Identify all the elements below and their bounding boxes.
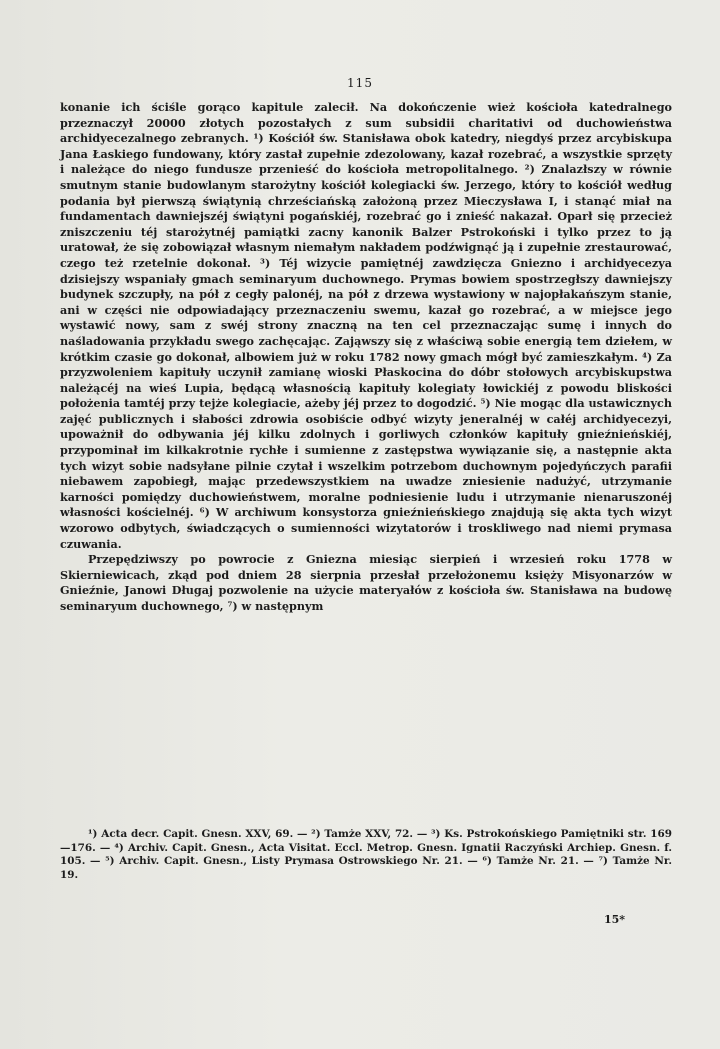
- footnote-text: ¹) Acta decr. Capit. Gnesn. XXV, 69. — ²) Tamże XXV, 72. — ³) Ks. Pstrokońskiego Pamiętniki str. 169—176. — ⁴) Archiv. Capit. Gnesn., Acta Visitat. Eccl. Metrop. Gnesn. Ignatii Raczyński Archiep. Gnesn. f. 105. — ⁵) Archiv. Capit. Gnesn., Listy Prymasa Ostrowskiego Nr. 21. — ⁶) Tamże Nr. 21. — ⁷) Tamże Nr. 19.: [60, 828, 672, 881]
- signature-mark: 15*: [604, 913, 626, 926]
- paragraph-2: Przepędziwszy po powrocie z Gniezna miesiąc sierpień i wrzesień roku 1778 w Skierniewicach, zkąd pod dniem 28 sierpnia przesłał przełożonemu księży Misyonarzów w Gnieźnie, Janowi Długaj pozwolenie na użycie materyałów z kościoła św. Stanisława na budowę seminaryum duchownego, ⁷) w następnym: [60, 552, 672, 613]
- footnotes: [60, 828, 672, 882]
- page-number: 115: [347, 76, 373, 90]
- main-text: [60, 100, 672, 615]
- paragraph-1: konanie ich ściśle gorąco kapitule zalecił. Na dokończenie wież kościoła katedralnego przeznaczył 20000 złotych pozostałych z sum subsidii charitativi od duchowieństwa archidyecezalnego zebranych. ¹) Kościół św. Stanisława obok katedry, niegdyś przez arcybiskupa Jana Łaskiego fundowany, który zastał zupełnie zdezolowany, kazał rozebrać, a wszystkie sprzęty i należące do niego fundusze przenieść do kościoła metropolitalnego. ²) Znalazłszy w równie smutnym stanie budowlanym starożytny kościół kolegiacki św. Jerzego, który to kościół według podania był pierwszą świątynią chrześciańską założoną przez Mieczysława I, i stanąć miał na fundamentach dawniejszéj świątyni pogańskiéj, rozebrać go i znieść nakazał. Oparł się przecież zniszczeniu téj starożytnéj pamiątki zacny kanonik Balzer Pstrokoński i tylko przez to ją uratował, że się zobowiązał własnym niemałym nakładem podźwignąć ją i zupełnie zrestaurować, czego też rzetelnie dokonał. ³) Téj wizycie pamiętnéj zawdzięcza Gniezno i archidyecezya dzisiejszy wspaniały gmach seminaryum duchownego. Prymas bowiem spostrzegłszy dawniejszy budynek szczupły, na pół z cegły palonéj, na pół z drzewa wystawiony w najopłakańszym stanie, ani w części nie odpowiadający przeznaczeniu swemu, kazał go rozebrać, a w miejsce jego wystawić nowy, sam z swéj strony znaczną na ten cel przeznaczając sumę i innych do naśladowania przykładu swego zachęcając. Zająwszy się z właściwą sobie energią tem dziełem, w krótkim czasie go dokonał, albowiem już w roku 1782 nowy gmach mógł być zamieszkałym. ⁴) Za przyzwoleniem kapituły uczynił zamianę wioski Płaskocina do dóbr stołowych arcybiskupstwa należącéj na wieś Lupia, będącą własnością kapituły kolegiaty łowickiéj z powodu bliskości położenia tamtéj przy tejże kolegiacie, ażeby jéj przez to dogodzić. ⁵) Nie mogąc dla ustawicznych zajęć publicznych i słabości zdrowia osobiście odbyć wizyty jeneralnéj w całéj archidyecezyi, upoważnił do odbywania jéj kilku zdolnych i gorliwych członków kapituły gnieźnieńskiéj, przypominał im kilkakrotnie rychłe i sumienne z zastępstwa wywiązanie się, a następnie akta tych wizyt sobie nadsyłane pilnie czytał i wszelkim potrzebom duchownym pojedyńczych parafii niebawem zapobiegł, mając przedewszystkiem na uwadze zniesienie nadużyć, utrzymanie karności pomiędzy duchowieństwem, moralne podniesienie ludu i utrzymanie nienaruszonéj własności kościelnéj. ⁶) W archiwum konsystorza gnieźnieńskiego znajdują się akta tych wizyt wzorowo odbytych, świadczących o sumienności wizytatorów i troskliwego nad niemi prymasa czuwania.: [60, 100, 672, 551]
